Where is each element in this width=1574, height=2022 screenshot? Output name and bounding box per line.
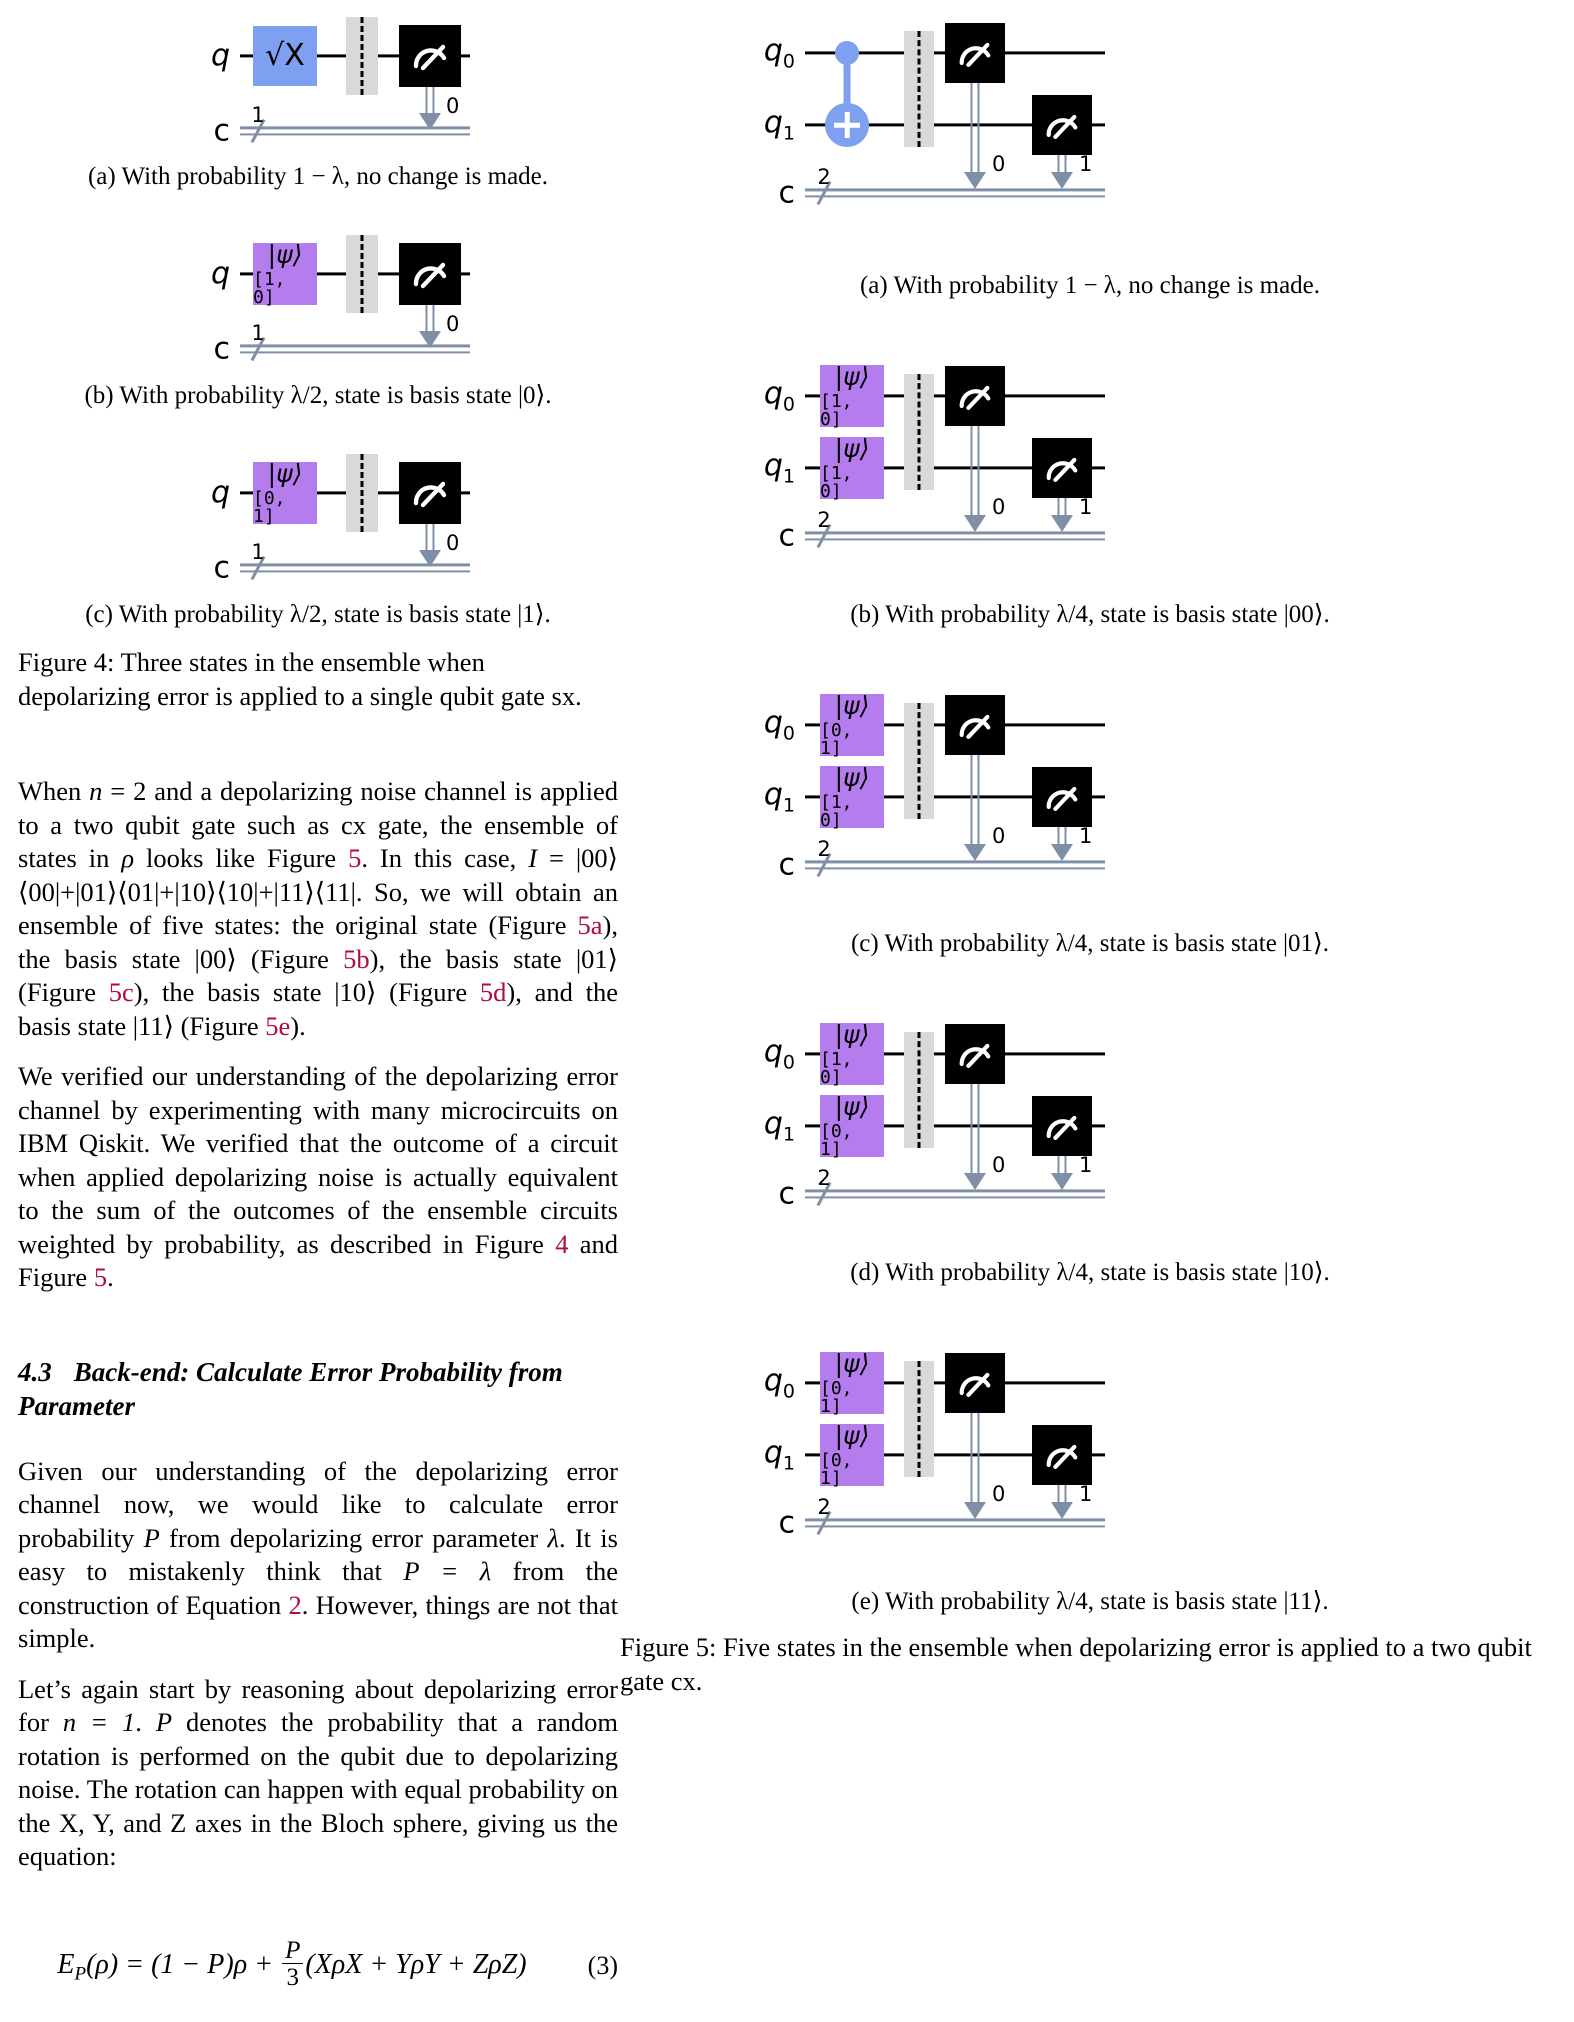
circuit-fig5b bbox=[620, 343, 1560, 573]
measure-icon bbox=[956, 1039, 994, 1070]
equation-lhs-sub: P bbox=[74, 1963, 87, 1985]
measure-link-q0 bbox=[971, 755, 980, 850]
gate-psi-ket: |ψ⟩ bbox=[834, 690, 870, 720]
equation-rhs: (XρX + YρY + ZρZ) bbox=[305, 1948, 527, 1980]
right-column bbox=[620, 0, 1560, 1698]
circuit-fig4b bbox=[18, 218, 618, 378]
classical-wire bbox=[805, 1518, 1105, 1527]
section-heading-4-3 bbox=[18, 1355, 618, 1423]
gate-psi-ket: |ψ⟩ bbox=[834, 1348, 870, 1378]
subcaption-fig5a: (a) With probability 1 − λ, no change is made. bbox=[859, 272, 1321, 299]
barrier bbox=[904, 374, 934, 490]
measure-gate[interactable] bbox=[399, 25, 461, 87]
paragraph-n2 bbox=[18, 775, 618, 1043]
gate-psi-q0[interactable] bbox=[820, 361, 884, 430]
classical-wire bbox=[805, 188, 1105, 197]
measure-icon bbox=[1043, 110, 1081, 141]
classical-bit-index-0: 0 bbox=[992, 1482, 1006, 1506]
figure-ref-link[interactable]: 5b bbox=[343, 943, 370, 974]
measure-gate[interactable] bbox=[399, 243, 461, 305]
gate-psi-index: [0, 1] bbox=[820, 1120, 853, 1160]
math-P: P bbox=[143, 1522, 160, 1553]
text-segment: . However, things are not that simple. bbox=[18, 1589, 618, 1653]
qubit-label-q1: $q_1$ bbox=[763, 1435, 795, 1475]
classical-label: c bbox=[213, 113, 230, 149]
gate-psi-ket: |ψ⟩ bbox=[834, 433, 870, 463]
classical-label: c bbox=[213, 550, 230, 586]
text-segment: from depolarizing error parameter bbox=[159, 1522, 548, 1553]
equation-ref-link[interactable]: 2 bbox=[288, 1589, 302, 1620]
qubit-label-q1: $q_1$ bbox=[763, 1106, 795, 1146]
gate-psi-q1[interactable] bbox=[820, 433, 884, 502]
classical-bit-index: 0 bbox=[446, 531, 460, 555]
gate-psi-ket: |ψ⟩ bbox=[267, 458, 303, 488]
barrier bbox=[904, 703, 934, 819]
gate-psi-ket: |ψ⟩ bbox=[834, 1420, 870, 1450]
measure-arrow-q1 bbox=[1051, 1502, 1073, 1519]
qubit-label-q1: $q_1$ bbox=[763, 105, 795, 145]
measure-gate-q0[interactable] bbox=[945, 695, 1005, 755]
classical-wire bbox=[805, 860, 1105, 869]
classical-bit-count: 2 bbox=[817, 165, 831, 189]
gate-psi[interactable] bbox=[253, 458, 317, 527]
measure-arrow-q1 bbox=[1051, 515, 1073, 532]
equation-3 bbox=[18, 1936, 618, 1993]
figure-ref-link[interactable]: 5 bbox=[93, 1262, 108, 1292]
math-n-eq-1: n = 1 bbox=[62, 1707, 136, 1737]
subcaption-fig5c: (c) With probability λ/4, state is basis state |01⟩. bbox=[850, 930, 1330, 957]
equation-number: (3) bbox=[587, 1951, 618, 1980]
classical-bit-index-1: 1 bbox=[1079, 824, 1093, 848]
text-segment: Let’s again start by reasoning about depolarizing error for bbox=[18, 1673, 618, 1737]
barrier bbox=[904, 1032, 934, 1148]
classical-label: c bbox=[778, 1505, 795, 1541]
measure-arrow-q0 bbox=[964, 515, 986, 532]
text-segment: . In this case, bbox=[361, 843, 529, 873]
text-segment: ). bbox=[290, 1010, 306, 1041]
fraction bbox=[282, 1938, 303, 1991]
measure-gate-q0[interactable] bbox=[945, 366, 1005, 426]
measure-icon bbox=[410, 477, 450, 509]
classical-bit-count: 2 bbox=[817, 508, 831, 532]
paragraph-verified bbox=[18, 1060, 618, 1295]
barrier bbox=[346, 17, 378, 95]
gate-psi-ket: |ψ⟩ bbox=[834, 361, 870, 391]
classical-bit-index: 0 bbox=[446, 94, 460, 118]
measure-icon bbox=[956, 1368, 994, 1399]
text-segment: ), the basis state |01⟩ (Figure bbox=[18, 943, 619, 1007]
math-n: n bbox=[89, 776, 103, 806]
figure-5-caption: Figure 5: Five states in the ensemble when depolarizing error is applied to a two qubit gate cx. bbox=[620, 1632, 1532, 1696]
measure-gate-q0[interactable] bbox=[945, 1024, 1005, 1084]
figure-ref-link[interactable]: 5a bbox=[577, 910, 603, 940]
measure-arrow-q0 bbox=[964, 1173, 986, 1190]
measure-icon bbox=[1043, 1440, 1081, 1471]
text-segment: ), the basis state |00⟩ (Figure bbox=[18, 910, 618, 974]
text-segment: and Figure bbox=[18, 1228, 618, 1292]
gate-psi-q1[interactable] bbox=[820, 762, 884, 831]
classical-bit-count: 2 bbox=[817, 1166, 831, 1190]
measure-gate-q1[interactable] bbox=[1032, 95, 1092, 155]
figure-ref-link[interactable]: 5 bbox=[348, 843, 362, 873]
text-segment: = |00⟩⟨00|+|01⟩⟨01|+|10⟩⟨10|+|11⟩⟨11|. So, we will obtain an ensemble of five states: the original state (Figure bbox=[18, 843, 618, 940]
barrier bbox=[346, 235, 378, 313]
cx-target[interactable] bbox=[825, 103, 869, 147]
classical-wire bbox=[240, 126, 470, 135]
classical-bit-count: 2 bbox=[817, 837, 831, 861]
barrier bbox=[346, 454, 378, 532]
qubit-label-q1: $q_1$ bbox=[763, 448, 795, 488]
classical-bit-index-1: 1 bbox=[1079, 1482, 1093, 1506]
qubit-label-q0: $q_0$ bbox=[763, 705, 795, 745]
qubit-label: q bbox=[210, 475, 230, 511]
measure-link-q0 bbox=[971, 1413, 980, 1508]
classical-wire bbox=[805, 531, 1105, 540]
measure-arrow-q0 bbox=[964, 172, 986, 189]
measure-icon bbox=[956, 38, 994, 69]
measure-gate-q1[interactable] bbox=[1032, 438, 1092, 498]
equation-lhs: E bbox=[57, 1948, 75, 1980]
measure-icon bbox=[1043, 1111, 1081, 1142]
gate-psi-index: [0, 1] bbox=[253, 487, 286, 527]
measure-gate-q1[interactable] bbox=[1032, 1425, 1092, 1485]
text-segment: . bbox=[107, 1262, 114, 1292]
classical-bit-count: 1 bbox=[251, 321, 265, 345]
subcaption-fig5b: (b) With probability λ/4, state is basis state |00⟩. bbox=[850, 601, 1330, 628]
subcaption-fig5e: (e) With probability λ/4, state is basis state |11⟩. bbox=[851, 1588, 1329, 1615]
figure-ref-link[interactable]: 5e bbox=[265, 1010, 291, 1041]
circuit-fig5a bbox=[620, 0, 1560, 230]
measure-arrow-q0 bbox=[964, 1502, 986, 1519]
measure-arrow-q1 bbox=[1051, 1173, 1073, 1190]
gate-psi-index: [1, 0] bbox=[820, 791, 853, 831]
text-segment: looks like Figure bbox=[134, 843, 349, 873]
gate-psi-index: [1, 0] bbox=[820, 462, 853, 502]
subcaption-fig4a: (a) With probability 1 − λ, no change is made. bbox=[87, 163, 549, 190]
text-segment: denotes the probability that a random rotation is performed on the qubit due to depolarizing noise. The rotation can happen with equal probability on the X, Y, and Z axes in the Bloch sphere, giving us the equation: bbox=[18, 1707, 619, 1871]
measure-arrow-q1 bbox=[1051, 172, 1073, 189]
math-rho: ρ bbox=[121, 843, 135, 873]
classical-label: c bbox=[778, 175, 795, 211]
gate-psi-q1[interactable] bbox=[820, 1091, 884, 1160]
measure-gate[interactable] bbox=[399, 462, 461, 524]
figure-ref-link[interactable]: 5c bbox=[108, 977, 134, 1007]
text-segment: When bbox=[18, 776, 90, 806]
gate-psi-q1[interactable] bbox=[820, 1420, 884, 1489]
qubit-label-q0: $q_0$ bbox=[763, 33, 795, 73]
gate-psi-ket: |ψ⟩ bbox=[834, 762, 870, 792]
measure-gate-q0[interactable] bbox=[945, 1353, 1005, 1413]
barrier bbox=[904, 31, 934, 147]
measure-icon bbox=[1043, 782, 1081, 813]
text-segment: . It is easy to mistakenly think that bbox=[18, 1522, 618, 1586]
classical-bit-index-0: 0 bbox=[992, 495, 1006, 519]
circuit-fig5c bbox=[620, 672, 1560, 902]
text-segment: We verified our understanding of the depolarizing error channel by experimenting with many microcircuits on IBM Qiskit. We verified that the outcome of a circuit when applied depolarizing noise is actually equivalent to the sum of the outcomes of the ensemble circuits weighted by probability, as described in Figure bbox=[18, 1061, 618, 1259]
math-P: P bbox=[155, 1707, 173, 1737]
cx-control-dot[interactable] bbox=[835, 41, 859, 65]
classical-bit-index-0: 0 bbox=[992, 1153, 1006, 1177]
equation-3-body bbox=[18, 1936, 566, 1993]
gate-psi-index: [1, 0] bbox=[820, 390, 853, 430]
measure-link-q0 bbox=[971, 426, 980, 521]
measure-gate-q1[interactable] bbox=[1032, 1096, 1092, 1156]
classical-bit-index-1: 1 bbox=[1079, 495, 1093, 519]
gate-psi-ket: |ψ⟩ bbox=[834, 1091, 870, 1121]
measure-gate-q1[interactable] bbox=[1032, 767, 1092, 827]
classical-bit-index-1: 1 bbox=[1079, 152, 1093, 176]
classical-bit-index: 0 bbox=[446, 312, 460, 336]
qubit-label-q0: $q_0$ bbox=[763, 1034, 795, 1074]
circuit-fig4c bbox=[18, 437, 618, 597]
classical-bit-index-1: 1 bbox=[1079, 1153, 1093, 1177]
measure-icon bbox=[956, 381, 994, 412]
classical-label: c bbox=[778, 1176, 795, 1212]
equation-lhs-arg: (ρ) = (1 − P)ρ + bbox=[86, 1948, 281, 1980]
gate-psi-index: [1, 0] bbox=[253, 268, 286, 308]
subcaption-fig4c: (c) With probability λ/2, state is basis state |1⟩. bbox=[85, 601, 551, 628]
qubit-label-q0: $q_0$ bbox=[763, 1363, 795, 1403]
fraction-numerator: P bbox=[285, 1936, 301, 1964]
gate-psi-ket: |ψ⟩ bbox=[834, 1019, 870, 1049]
qubit-label: q bbox=[210, 256, 230, 292]
measure-icon bbox=[956, 710, 994, 741]
qubit-label-q0: $q_0$ bbox=[763, 376, 795, 416]
classical-bit-count: 1 bbox=[251, 103, 265, 127]
gate-psi-q0[interactable] bbox=[820, 1348, 884, 1417]
circuit-fig4a bbox=[18, 0, 618, 155]
gate-sx[interactable] bbox=[253, 26, 317, 86]
gate-psi-q0[interactable] bbox=[820, 1019, 884, 1088]
gate-psi-index: [0, 1] bbox=[820, 1377, 853, 1417]
subcaption-fig4b: (b) With probability λ/2, state is basis state |0⟩. bbox=[84, 382, 552, 409]
measure-link-q0 bbox=[971, 1084, 980, 1179]
measure-link-q0 bbox=[971, 83, 980, 178]
measure-arrow-q1 bbox=[1051, 844, 1073, 861]
classical-bit-count: 2 bbox=[817, 1495, 831, 1519]
classical-wire bbox=[240, 563, 470, 572]
figure-4-caption: Figure 4: Three states in the ensemble when depolarizing error is applied to a single qubit gate sx. bbox=[18, 647, 582, 711]
gate-psi[interactable] bbox=[253, 239, 317, 308]
text-segment: from the construction of Equation bbox=[18, 1556, 618, 1620]
gate-psi-index: [0, 1] bbox=[820, 719, 853, 759]
gate-sx-label: √X bbox=[265, 38, 305, 73]
barrier bbox=[904, 1361, 934, 1477]
gate-psi-index: [0, 1] bbox=[820, 1449, 853, 1489]
math-I: I bbox=[528, 843, 538, 873]
qubit-label-q1: $q_1$ bbox=[763, 777, 795, 817]
section-number: 4.3 bbox=[18, 1356, 52, 1387]
classical-wire bbox=[240, 344, 470, 353]
fraction-denominator: 3 bbox=[286, 1963, 299, 1991]
paragraph-bloch bbox=[18, 1673, 618, 1874]
figure-ref-link[interactable]: 4 bbox=[555, 1228, 569, 1259]
text-segment: = 2 and a depolarizing noise channel is applied to a two qubit gate such as cx gate, the ensemble of states in bbox=[18, 776, 618, 873]
classical-bit-index-0: 0 bbox=[992, 824, 1006, 848]
classical-label: c bbox=[778, 847, 795, 883]
paragraph-error-probability bbox=[18, 1455, 618, 1656]
measure-gate-q0[interactable] bbox=[945, 23, 1005, 83]
qubit-label: q bbox=[210, 38, 230, 74]
classical-label: c bbox=[778, 518, 795, 554]
text-segment: ), and the basis state |11⟩ (Figure bbox=[18, 977, 618, 1041]
math-P-eq-lambda: P = λ bbox=[403, 1556, 492, 1586]
gate-psi-index: [1, 0] bbox=[820, 1048, 853, 1088]
measure-icon bbox=[1043, 453, 1081, 484]
measure-icon bbox=[410, 40, 450, 72]
gate-psi-q0[interactable] bbox=[820, 690, 884, 759]
text-segment: ), the basis state |10⟩ (Figure bbox=[133, 977, 480, 1007]
classical-wire bbox=[805, 1189, 1105, 1198]
classical-bit-count: 1 bbox=[251, 540, 265, 564]
subcaption-fig5d: (d) With probability λ/4, state is basis state |10⟩. bbox=[850, 1259, 1330, 1286]
section-title: Back-end: Calculate Error Probability from Parameter bbox=[18, 1356, 563, 1421]
measure-arrow-q0 bbox=[964, 844, 986, 861]
classical-bit-index-0: 0 bbox=[992, 152, 1006, 176]
circuit-fig5d bbox=[620, 1001, 1560, 1231]
classical-label: c bbox=[213, 331, 230, 367]
text-segment: . bbox=[135, 1707, 156, 1737]
text-segment: Given our understanding of the depolarizing error channel now, we would like to calculate error probability bbox=[18, 1455, 618, 1553]
gate-psi-ket: |ψ⟩ bbox=[267, 239, 303, 269]
circuit-fig5e bbox=[620, 1330, 1560, 1560]
math-lambda: λ bbox=[547, 1522, 559, 1553]
figure-ref-link[interactable]: 5d bbox=[479, 977, 507, 1007]
left-column bbox=[18, 0, 618, 1993]
measure-icon bbox=[410, 258, 450, 290]
